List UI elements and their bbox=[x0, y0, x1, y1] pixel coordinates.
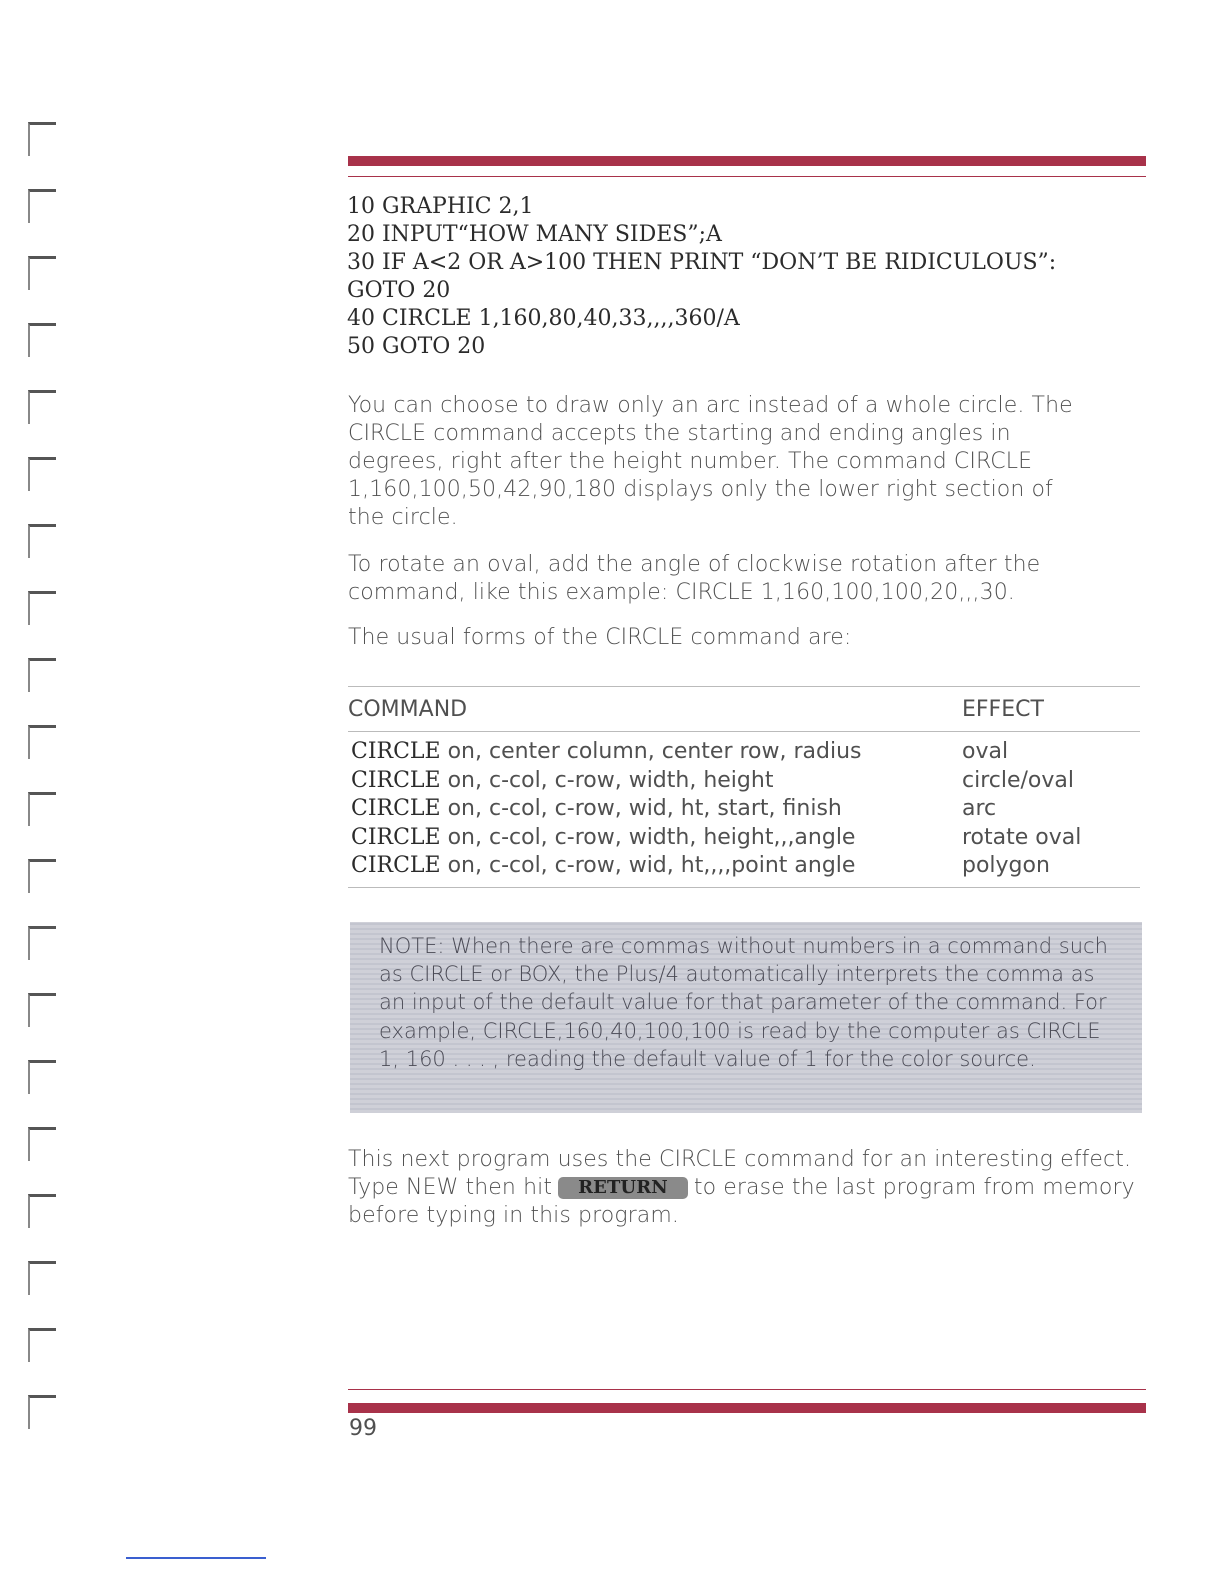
code-line: 40 CIRCLE 1,160,80,40,33,,,,360/A bbox=[347, 306, 740, 331]
keyword: CIRCLE bbox=[351, 739, 441, 764]
command-cell bbox=[351, 795, 842, 823]
effect-cell: polygon bbox=[962, 853, 1050, 878]
binding-ring bbox=[28, 390, 56, 424]
binding-ring bbox=[28, 591, 56, 625]
bottom-rule-thin bbox=[348, 1389, 1146, 1390]
table-row bbox=[348, 852, 1140, 881]
code-line: 20 INPUT“HOW MANY SIDES”;A bbox=[347, 222, 722, 247]
binding-ring bbox=[28, 1060, 56, 1094]
top-rule-thin bbox=[348, 176, 1146, 177]
command-cell bbox=[351, 824, 855, 852]
keyword: CIRCLE bbox=[351, 853, 441, 878]
table-row bbox=[348, 738, 1140, 767]
paragraph-arc: You can choose to draw only an arc instead of a whole circle. The CIRCLE command accepts the starting and ending angles in degrees, right after the height number. The command CIRCLE 1,160,100,50,42,90,180 displays only the lower right section of the circle. bbox=[348, 393, 1073, 530]
command-args: on, c-col, c-row, width, height,,,angle bbox=[440, 824, 856, 850]
paragraph-next-program bbox=[348, 1146, 1158, 1230]
effect-cell: oval bbox=[962, 739, 1009, 764]
binding-ring bbox=[28, 189, 56, 223]
binding-ring bbox=[28, 1194, 56, 1228]
binding-ring bbox=[28, 926, 56, 960]
binding-ring bbox=[28, 1261, 56, 1295]
command-cell bbox=[351, 852, 855, 880]
table-row bbox=[348, 824, 1140, 853]
keyword: CIRCLE bbox=[351, 824, 441, 850]
top-rule-thick bbox=[348, 156, 1146, 166]
paragraph-forms: The usual forms of the CIRCLE command are: bbox=[348, 625, 852, 650]
command-cell bbox=[351, 767, 773, 795]
binding-ring bbox=[28, 1395, 56, 1429]
page-number: 99 bbox=[349, 1416, 377, 1441]
table-bottom-rule bbox=[348, 887, 1140, 888]
command-args: on, c-col, c-row, width, height bbox=[440, 767, 774, 793]
note-box: NOTE: When there are commas without numbers in a command such as CIRCLE or BOX, the Plus/4 automatically interprets the comma as an input of the default value for that parameter of the command. For example, CIRCLE,160,40,100,100 is read by the computer as CIRCLE 1, 160 . . . , reading the default value of 1 for the color source. bbox=[350, 922, 1142, 1113]
binding-ring bbox=[28, 323, 56, 357]
binding-ring bbox=[28, 725, 56, 759]
keyword: CIRCLE bbox=[351, 796, 441, 821]
binding-ring bbox=[28, 457, 56, 491]
circle-forms-table bbox=[348, 686, 1140, 888]
scan-mark-line bbox=[126, 1557, 266, 1559]
paragraph-next-text-end: to erase the last program from memory before typing in this program. bbox=[348, 1175, 1135, 1228]
binding-ring bbox=[28, 122, 56, 156]
effect-cell: rotate oval bbox=[962, 824, 1082, 850]
binding-ring bbox=[28, 792, 56, 826]
binding-ring bbox=[28, 1328, 56, 1362]
effect-cell: circle/oval bbox=[962, 767, 1074, 793]
binding-ring bbox=[28, 524, 56, 558]
binding-ring bbox=[28, 859, 56, 893]
code-line: 10 GRAPHIC 2,1 bbox=[347, 194, 534, 219]
binding-ring bbox=[28, 993, 56, 1027]
command-cell bbox=[351, 738, 862, 766]
effect-cell: arc bbox=[962, 796, 997, 821]
command-args: on, c-col, c-row, wid, ht,,,,point angle bbox=[440, 853, 856, 878]
binding-ring bbox=[28, 256, 56, 290]
table-row bbox=[348, 795, 1140, 824]
binding-ring bbox=[28, 1127, 56, 1161]
table-header bbox=[348, 687, 1140, 731]
keyword: CIRCLE bbox=[351, 767, 441, 793]
command-args: on, c-col, c-row, wid, ht, start, finish bbox=[440, 796, 842, 821]
spiral-binding bbox=[24, 0, 64, 1584]
code-line: GOTO 20 bbox=[347, 278, 451, 303]
paragraph-rotate: To rotate an oval, add the angle of clockwise rotation after the command, like this example: CIRCLE 1,160,100,100,20,,,30. bbox=[348, 552, 1041, 605]
column-header-effect: EFFECT bbox=[962, 697, 1044, 722]
command-args: on, center column, center row, radius bbox=[440, 739, 862, 764]
bottom-rule-thick bbox=[348, 1403, 1146, 1413]
column-header-command: COMMAND bbox=[348, 697, 468, 722]
code-line: 30 IF A<2 OR A>100 THEN PRINT “DON’T BE RIDICULOUS”: bbox=[347, 250, 1057, 275]
table-row bbox=[348, 767, 1140, 796]
basic-program-listing bbox=[347, 193, 1127, 361]
paragraph-next-text: This next program uses the CIRCLE command for an interesting effect. Type NEW then hit bbox=[348, 1147, 1132, 1200]
binding-ring bbox=[28, 658, 56, 692]
return-key-cap: RETURN bbox=[558, 1177, 688, 1199]
code-line: 50 GOTO 20 bbox=[347, 334, 486, 359]
